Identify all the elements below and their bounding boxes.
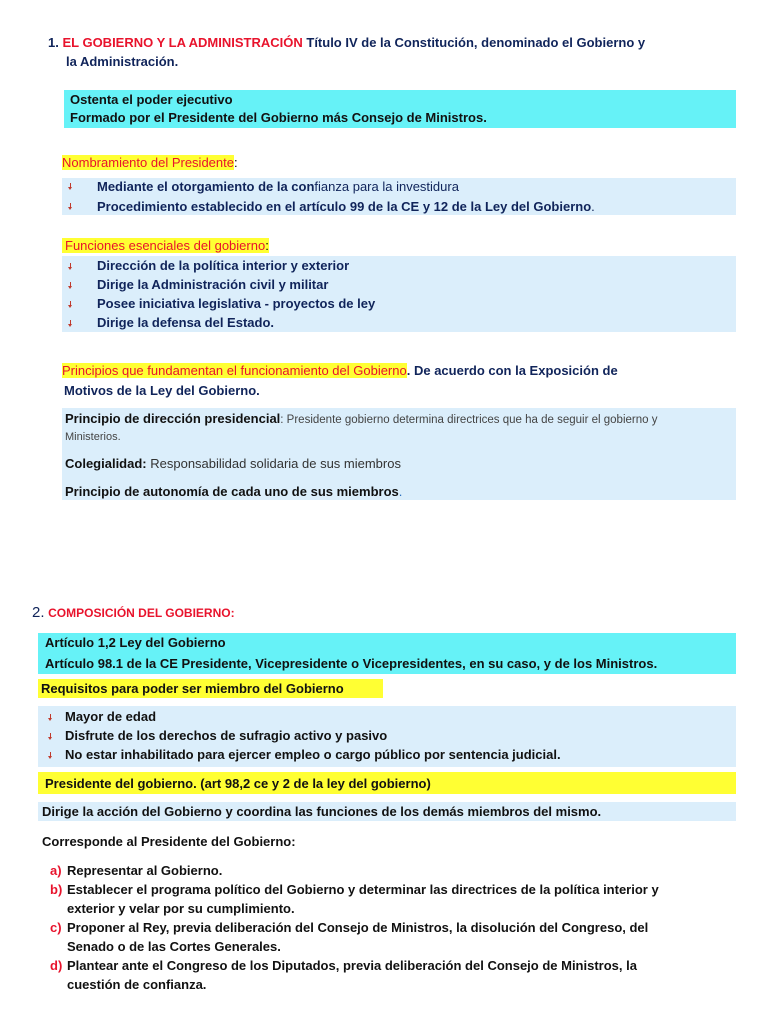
composicion-line: Artículo 98.1 de la CE Presidente, Vicepresidente o Vicepresidentes, en su caso, y de los Ministros. — [45, 656, 658, 671]
composicion-box — [38, 633, 736, 674]
list-item: Posee iniciativa legislativa - proyectos de ley — [97, 296, 376, 311]
nombramiento-heading — [62, 154, 238, 171]
bullet-icon — [68, 203, 73, 210]
section-2-header — [32, 604, 235, 622]
list-item-cont: cuestión de confianza. — [67, 977, 207, 992]
list-item: Dirige la Administración civil y militar — [97, 277, 329, 292]
bullet-icon — [48, 733, 53, 740]
composicion-line: Artículo 1,2 Ley del Gobierno — [45, 635, 226, 650]
list-item-bold: Procedimiento establecido en el artículo 99 de la CE y 12 de la Ley del Gobierno — [97, 199, 592, 214]
list-letter: a) — [50, 863, 62, 878]
principio-text: : Presidente gobierno determina directrices que ha de seguir el gobierno y — [280, 414, 658, 426]
presidente-heading-box — [38, 772, 736, 794]
bullet-icon — [48, 752, 53, 759]
presidente-box — [38, 802, 736, 821]
list-item: No estar inhabilitado para ejercer empleo o cargo público por sentencia judicial. — [65, 747, 561, 762]
bullet-icon — [68, 183, 73, 190]
principios-heading-text: Principios que fundamentan el funcionamiento del Gobierno — [62, 363, 407, 378]
nombramiento-colon: : — [233, 155, 238, 170]
principio-autonomia — [65, 483, 402, 500]
list-item: Establecer el programa político del Gobierno y determinar las directrices de la política interior y — [67, 882, 659, 897]
list-letter: d) — [50, 958, 63, 973]
presidente-intro: Corresponde al Presidente del Gobierno: — [42, 834, 296, 849]
list-item: Disfrute de los derechos de sufragio activo y pasivo — [65, 728, 388, 743]
principios-heading — [62, 362, 618, 379]
principio-text-cont: Ministerios. — [65, 431, 121, 443]
section-2-number: 2. — [32, 604, 45, 621]
principios-box — [62, 408, 736, 500]
section-1-subtitle: Título IV de la Constitución, denominado el Gobierno y — [306, 35, 646, 50]
funciones-heading-text: Funciones esenciales del gobierno — [62, 238, 265, 253]
principios-heading-cont: Motivos de la Ley del Gobierno. — [64, 383, 260, 398]
bullet-icon — [68, 320, 73, 327]
requisitos-heading: Requisitos para poder ser miembro del Gobierno — [41, 681, 344, 696]
list-item: Dirección de la política interior y exterior — [97, 258, 350, 273]
requisitos-heading-box — [38, 679, 383, 698]
list-item-light: fianza para la investidura — [314, 179, 459, 194]
funciones-colon: : — [265, 238, 269, 253]
list-item-cont: exterior y velar por su cumplimiento. — [67, 901, 295, 916]
section-1-subtitle-cont: la Administración. — [66, 54, 179, 69]
principio-text: Responsabilidad solidaria de sus miembros — [146, 456, 401, 471]
section-1-number: 1. — [48, 35, 59, 50]
principio-direccion — [65, 410, 657, 429]
executive-box-line: Ostenta el poder ejecutivo — [70, 92, 233, 107]
list-item: Mayor de edad — [65, 709, 157, 724]
list-letter: c) — [50, 920, 62, 935]
section-1-header — [48, 34, 645, 51]
principio-dot: . — [398, 484, 403, 499]
list-item: Proponer al Rey, previa deliberación del Consejo de Ministros, la disolución del Congreso, del — [67, 920, 649, 935]
section-2-title: COMPOSICIÓN DEL GOBIERNO: — [48, 606, 235, 620]
nombramiento-list — [62, 178, 736, 215]
list-item — [97, 198, 595, 215]
list-item-bold: Mediante el otorgamiento de la con — [97, 179, 315, 194]
section-1-title: EL GOBIERNO Y LA ADMINISTRACIÓN — [62, 35, 303, 50]
executive-box — [64, 90, 736, 128]
principio-colegialidad — [65, 455, 401, 472]
presidente-box-text: Dirige la acción del Gobierno y coordina las funciones de los demás miembros del mismo. — [42, 804, 602, 819]
list-item: Plantear ante el Congreso de los Diputados, previa deliberación del Consejo de Ministros, la — [67, 958, 637, 973]
funciones-list — [62, 256, 736, 332]
principio-label: Colegialidad: — [65, 456, 147, 471]
principios-heading-rest: . De acuerdo con la Exposición de — [406, 363, 618, 378]
bullet-icon — [48, 714, 53, 721]
list-item-cont: Senado o de las Cortes Generales. — [67, 939, 281, 954]
requisitos-list — [38, 706, 736, 767]
principio-label: Principio de autonomía de cada uno de sus miembros — [65, 484, 399, 499]
list-letter: b) — [50, 882, 63, 897]
funciones-heading — [62, 237, 269, 254]
list-item: Dirige la defensa del Estado. — [97, 315, 274, 330]
bullet-icon — [68, 263, 73, 270]
presidente-heading: Presidente del gobierno. (art 98,2 ce y 2 de la ley del gobierno) — [45, 776, 431, 791]
list-item — [97, 178, 459, 195]
principio-label: Principio de dirección presidencial — [65, 411, 281, 426]
executive-box-line: Formado por el Presidente del Gobierno más Consejo de Ministros. — [70, 110, 487, 125]
bullet-icon — [68, 282, 73, 289]
nombramiento-heading-text: Nombramiento del Presidente — [62, 155, 234, 170]
list-item: Representar al Gobierno. — [67, 863, 223, 878]
list-item-light: . — [591, 199, 595, 214]
bullet-icon — [68, 301, 73, 308]
